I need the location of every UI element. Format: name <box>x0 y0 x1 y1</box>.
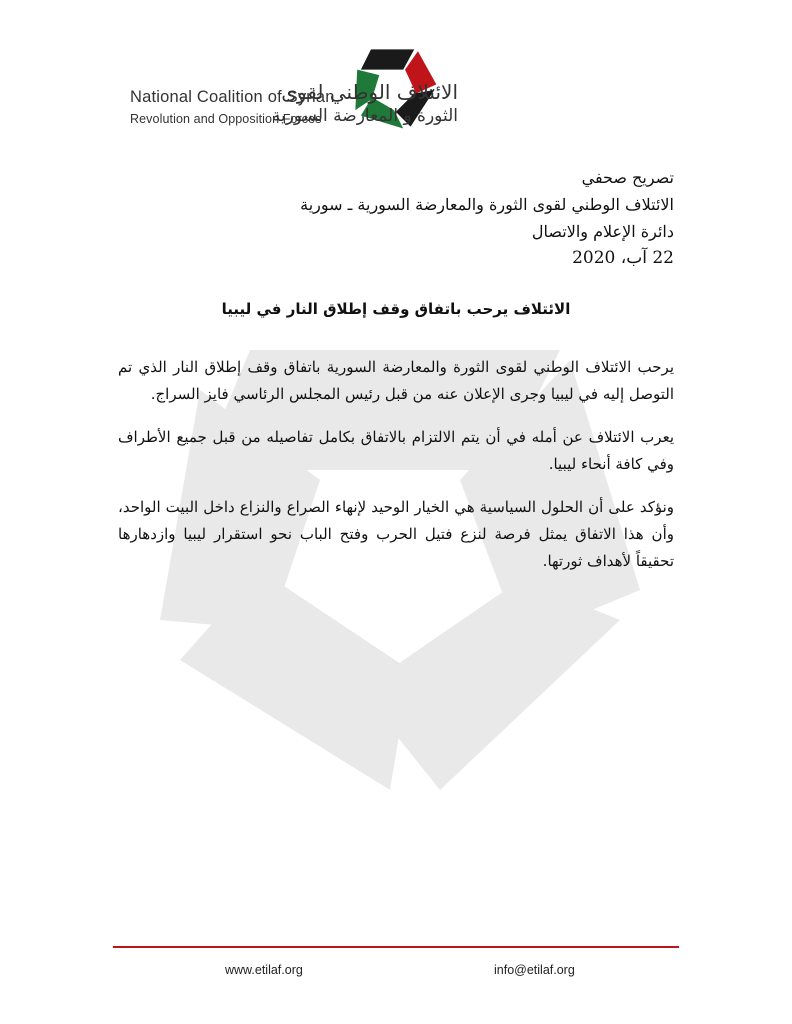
body-paragraph-3: ونؤكد على أن الحلول السياسية هي الخيار الوحيد لإنهاء الصراع والنزاع داخل البيت الواحد، وأن هذا الاتفاق يمثل فرصة لنزع فتيل الحرب وفتح الباب نحو استقرار ليبيا وازدهارها تحقيقاً لأهداف ثورتها. <box>118 498 674 570</box>
org-name-ar <box>272 80 458 126</box>
statement-issuer: الائتلاف الوطني لقوى الثورة والمعارضة السورية ـ سورية <box>300 195 674 214</box>
org-name-en-line2: Revolution and Opposition Forces <box>130 112 322 126</box>
org-name-en-line1: National Coalition of Syrian <box>130 88 335 106</box>
statement-type: تصريح صحفي <box>581 168 674 187</box>
statement-meta <box>174 164 674 272</box>
body-paragraph-1: يرحب الائتلاف الوطني لقوى الثورة والمعارضة السورية باتفاق وقف إطلاق النار الذي تم التوصل إليه في ليبيا وجرى الإعلان عنه من قبل رئيس المجلس الرئاسي فايز السراج. <box>118 358 674 403</box>
body-paragraph-2: يعرب الائتلاف عن أمله في أن يتم الالتزام بالاتفاق بكامل تفاصيله من قبل جميع الأطراف وفي كافة أنحاء ليبيا. <box>118 428 674 473</box>
statement-department: دائرة الإعلام والاتصال <box>531 222 674 241</box>
statement-date: 22 آب، 2020 <box>572 248 674 268</box>
org-name-ar-line2: الثورة و المعارضة السورية <box>271 106 458 126</box>
footer-divider <box>113 946 679 948</box>
statement-body <box>118 354 674 591</box>
footer-website-link[interactable]: www.etilaf.org <box>225 963 303 977</box>
statement-headline: الائتلاف يرحب باتفاق وقف إطلاق النار في ليبيا <box>221 300 571 318</box>
footer-email-link[interactable]: info@etilaf.org <box>494 963 575 977</box>
org-name-ar-line1: الائتلاف الوطني لقوى <box>281 80 458 104</box>
